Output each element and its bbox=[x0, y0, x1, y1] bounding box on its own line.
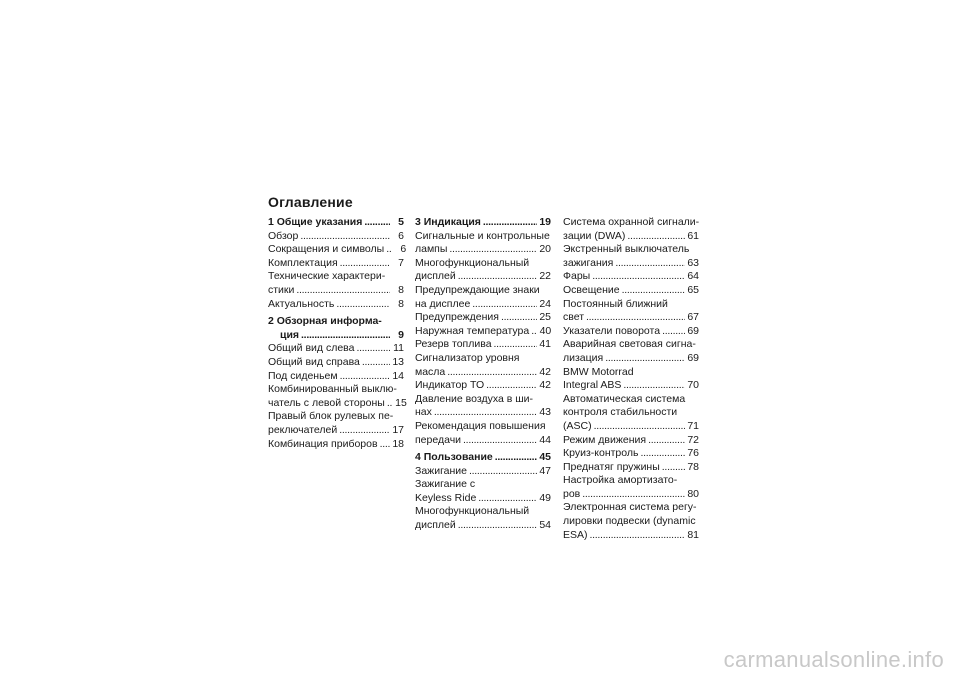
toc-entry-row bbox=[415, 325, 551, 339]
toc-page-number: 13 bbox=[392, 355, 404, 368]
toc-page-number: 17 bbox=[392, 423, 404, 436]
toc-entry[interactable] bbox=[563, 243, 699, 270]
watermark: carmanualsonline.info bbox=[723, 647, 944, 672]
dot-leader bbox=[582, 488, 685, 502]
dot-leader bbox=[648, 434, 685, 448]
toc-page-number: 18 bbox=[392, 437, 404, 450]
toc-entry-row bbox=[415, 379, 551, 393]
toc-page-number: 61 bbox=[687, 229, 699, 242]
toc-page-number: 6 bbox=[398, 229, 404, 242]
toc-page-number: 15 bbox=[395, 396, 407, 409]
toc-entry-line: BMW Motorrad bbox=[563, 365, 634, 378]
dot-leader bbox=[640, 447, 685, 461]
dot-leader bbox=[662, 461, 685, 475]
toc-entry[interactable] bbox=[415, 325, 551, 339]
toc-entry[interactable] bbox=[268, 370, 404, 384]
toc-entry-title: реключателей bbox=[268, 423, 338, 436]
dot-leader bbox=[483, 216, 537, 230]
toc-entry[interactable] bbox=[268, 230, 404, 244]
toc-page-number: 19 bbox=[539, 216, 551, 228]
toc-entry-row bbox=[563, 257, 699, 271]
toc-chapter[interactable] bbox=[268, 315, 404, 342]
toc-entry-line: Комбинированный выклю- bbox=[268, 383, 397, 396]
toc-entry-line: Давление воздуха в ши- bbox=[415, 392, 533, 405]
dot-leader bbox=[296, 284, 390, 298]
toc-entry[interactable] bbox=[415, 505, 551, 532]
toc-entry-title: дисплей bbox=[415, 519, 456, 532]
toc-page-number: 54 bbox=[539, 519, 551, 532]
toc-page-number: 24 bbox=[539, 297, 551, 310]
toc-entry[interactable] bbox=[563, 216, 699, 243]
toc-page-number: 8 bbox=[398, 297, 404, 310]
toc-entry-row bbox=[415, 298, 551, 312]
toc-entry-row bbox=[563, 230, 699, 244]
toc-entry-line: Многофункциональный bbox=[415, 505, 530, 518]
dot-leader bbox=[478, 492, 537, 506]
toc-entry[interactable] bbox=[563, 298, 699, 325]
dot-leader bbox=[387, 397, 393, 411]
toc-entry-title: Зажигание bbox=[415, 464, 468, 477]
toc-entry-row bbox=[563, 270, 699, 284]
toc-entry-title: Обзор bbox=[268, 229, 299, 242]
toc-page-number: 22 bbox=[539, 270, 551, 283]
toc-entry-line: Сигнальные и контрольные bbox=[415, 229, 550, 242]
dot-leader bbox=[627, 230, 685, 244]
toc-entry-title: Комплектация bbox=[268, 256, 338, 269]
toc-entry-row bbox=[563, 325, 699, 339]
toc-entry[interactable] bbox=[563, 325, 699, 339]
toc-chapter[interactable] bbox=[415, 451, 551, 465]
toc-entry-title: ция bbox=[280, 328, 300, 341]
toc-entry[interactable] bbox=[415, 352, 551, 379]
toc-chapter[interactable] bbox=[268, 216, 404, 230]
toc-entry-row bbox=[268, 438, 404, 452]
toc-entry[interactable] bbox=[415, 393, 551, 420]
toc-entry-title: Актуальность bbox=[268, 297, 335, 310]
dot-leader bbox=[300, 230, 390, 244]
toc-entry-row bbox=[268, 257, 404, 271]
toc-entry[interactable] bbox=[268, 342, 404, 356]
toc-entry[interactable] bbox=[268, 270, 404, 297]
toc-entry-title: Фары bbox=[563, 270, 591, 283]
toc-page-number: 81 bbox=[687, 528, 699, 541]
toc-page-number: 70 bbox=[687, 379, 699, 392]
dot-leader bbox=[469, 465, 537, 479]
dot-leader bbox=[463, 434, 537, 448]
toc-entry-title: Освещение bbox=[563, 283, 620, 296]
toc-entry[interactable] bbox=[415, 420, 551, 447]
toc-entry-title: Наружная температура bbox=[415, 324, 530, 337]
toc-entry-title: передачи bbox=[415, 433, 462, 446]
toc-chapter[interactable] bbox=[415, 216, 551, 230]
toc-entry-title: Указатели поворота bbox=[563, 324, 661, 337]
toc-entry-row bbox=[563, 420, 699, 434]
toc-entry-line: Правый блок рулевых пе- bbox=[268, 410, 394, 423]
dot-leader bbox=[590, 529, 685, 543]
toc-page-number: 64 bbox=[687, 270, 699, 283]
toc-entry-row bbox=[268, 342, 404, 356]
dot-leader bbox=[458, 519, 537, 533]
toc-entry-line: Зажигание с bbox=[415, 478, 476, 491]
dot-leader bbox=[447, 366, 537, 380]
toc-entry-row bbox=[415, 451, 551, 465]
toc-entry-row bbox=[268, 243, 407, 257]
toc-entry-line: Рекомендация повышения bbox=[415, 419, 546, 432]
toc-entry-title: 1 Общие указания bbox=[268, 216, 363, 228]
toc-entry[interactable] bbox=[268, 243, 407, 257]
toc-page-number: 45 bbox=[539, 451, 551, 464]
dot-leader bbox=[501, 311, 537, 325]
toc-entry[interactable] bbox=[415, 338, 551, 352]
toc-entry-row bbox=[268, 216, 404, 230]
toc-entry-row bbox=[563, 352, 699, 366]
toc-entry[interactable] bbox=[415, 230, 551, 257]
toc-entry-title: свет bbox=[563, 311, 585, 324]
toc-page-number: 67 bbox=[687, 311, 699, 324]
dot-leader bbox=[340, 257, 390, 271]
toc-entry-title: Режим движения bbox=[563, 433, 647, 446]
dot-leader bbox=[615, 257, 685, 271]
toc-column-3 bbox=[563, 216, 699, 542]
toc-entry-line: Технические характери- bbox=[268, 270, 386, 283]
toc-entry-title: лампы bbox=[415, 243, 448, 256]
toc-entry-title: ESA) bbox=[563, 528, 588, 541]
dot-leader bbox=[380, 438, 390, 452]
toc-entry-line: Автоматическая система bbox=[563, 392, 686, 405]
toc-entry-line: Электронная система регу- bbox=[563, 501, 697, 514]
toc-entry-title: ров bbox=[563, 487, 581, 500]
toc-entry[interactable] bbox=[563, 474, 699, 501]
dot-leader bbox=[586, 311, 685, 325]
toc-column-1 bbox=[268, 216, 407, 451]
toc-entry[interactable] bbox=[563, 501, 699, 542]
dot-leader bbox=[531, 325, 537, 339]
dot-leader bbox=[594, 420, 685, 434]
toc-entry-title: дисплей bbox=[415, 270, 456, 283]
dot-leader bbox=[356, 342, 390, 356]
toc-entry-row bbox=[563, 284, 699, 298]
toc-entry-row bbox=[268, 396, 407, 411]
toc-page-number: 78 bbox=[687, 460, 699, 473]
toc-entry-row bbox=[415, 311, 551, 325]
toc-page-number: 43 bbox=[539, 406, 551, 419]
toc-entry-row bbox=[415, 434, 551, 448]
toc-page-number: 42 bbox=[539, 379, 551, 392]
toc-entry-row bbox=[268, 424, 404, 438]
toc-entry-title: Комбинация приборов bbox=[268, 437, 378, 450]
toc-page-number: 5 bbox=[398, 216, 404, 228]
toc-entry[interactable] bbox=[563, 447, 699, 461]
toc-entry-row bbox=[268, 230, 404, 244]
toc-entry-line: Экстренный выключатель bbox=[563, 243, 690, 256]
toc-entry[interactable] bbox=[415, 465, 551, 479]
toc-entry-title: Резерв топлива bbox=[415, 338, 492, 351]
toc-page-number: 7 bbox=[398, 256, 404, 269]
toc-entry[interactable] bbox=[563, 366, 699, 393]
toc-entry-title: Сокращения и символы bbox=[268, 243, 385, 256]
dot-leader bbox=[458, 270, 537, 284]
dot-leader bbox=[472, 298, 537, 312]
toc-entry[interactable] bbox=[563, 434, 699, 448]
toc-entry-title: на дисплее bbox=[415, 297, 471, 310]
toc-entry-title: 4 Пользование bbox=[415, 451, 493, 464]
dot-leader bbox=[434, 406, 537, 420]
toc-entry[interactable] bbox=[268, 383, 407, 410]
toc-entry-title: зации (DWA) bbox=[563, 229, 626, 242]
toc-entry-title: Общий вид слева bbox=[268, 342, 355, 355]
toc-entry-line: Сигнализатор уровня bbox=[415, 351, 520, 364]
toc-entry-row bbox=[563, 461, 699, 475]
toc-page-number: 49 bbox=[539, 491, 551, 504]
toc-entry-line: Предупреждающие знаки bbox=[415, 283, 540, 296]
toc-entry-row bbox=[563, 447, 699, 461]
toc-entry[interactable] bbox=[415, 478, 551, 505]
toc-entry-line: Постоянный ближний bbox=[563, 297, 668, 310]
toc-entry-line: контроля стабильности bbox=[563, 406, 678, 419]
toc-entry-row bbox=[563, 379, 699, 393]
toc-entry-line: Многофункциональный bbox=[415, 256, 530, 269]
toc-entry-line: Аварийная световая сигна- bbox=[563, 338, 696, 351]
dot-leader bbox=[605, 352, 685, 366]
toc-entry[interactable] bbox=[268, 410, 404, 437]
toc-entry[interactable] bbox=[563, 461, 699, 475]
dot-leader bbox=[336, 298, 390, 312]
toc-entry-title: нах bbox=[415, 406, 432, 419]
toc-entry[interactable] bbox=[415, 379, 551, 393]
toc-page-number: 6 bbox=[400, 243, 407, 256]
toc-entry[interactable] bbox=[563, 393, 699, 434]
toc-page-number: 71 bbox=[687, 419, 699, 432]
toc-page-number: 20 bbox=[539, 243, 551, 256]
toc-entry[interactable] bbox=[415, 284, 551, 311]
toc-entry-title: стики bbox=[268, 283, 295, 296]
toc-entry-title: Преднатяг пружины bbox=[563, 460, 660, 473]
toc-entry-title: (ASC) bbox=[563, 419, 592, 432]
dot-leader bbox=[495, 451, 537, 465]
dot-leader bbox=[592, 270, 685, 284]
toc-entry-row bbox=[415, 406, 551, 420]
toc-page-number: 41 bbox=[539, 338, 551, 351]
toc-entry[interactable] bbox=[268, 298, 404, 312]
toc-entry-row bbox=[415, 519, 551, 533]
toc-page-number: 80 bbox=[687, 487, 699, 500]
toc-entry-row bbox=[563, 488, 699, 502]
toc-entry-title: Общий вид справа bbox=[268, 355, 360, 368]
toc-entry-row bbox=[415, 243, 551, 257]
dot-leader bbox=[622, 284, 685, 298]
toc-entry-line: лировки подвески (dynamic bbox=[563, 515, 696, 528]
toc-entry-title: чатель с левой стороны bbox=[268, 396, 385, 409]
toc-entry-row bbox=[563, 434, 699, 448]
toc-entry-title: Индикатор ТО bbox=[415, 379, 485, 392]
toc-entry-title: Под сиденьем bbox=[268, 369, 338, 382]
dot-leader bbox=[623, 379, 685, 393]
dot-leader bbox=[339, 424, 390, 438]
toc-entry[interactable] bbox=[268, 257, 404, 271]
toc-page-number: 11 bbox=[393, 342, 404, 355]
toc-entry-row bbox=[415, 338, 551, 352]
toc-entry[interactable] bbox=[415, 257, 551, 284]
toc-page-number: 47 bbox=[539, 464, 551, 477]
toc-entry-title: лизация bbox=[563, 351, 604, 364]
toc-page-number: 69 bbox=[687, 324, 699, 337]
toc-entry-title: 3 Индикация bbox=[415, 216, 481, 228]
toc-entry-line: 2 Обзорная информа- bbox=[268, 315, 382, 328]
toc-entry-title: Предупреждения bbox=[415, 311, 499, 324]
toc-entry-row bbox=[415, 465, 551, 479]
toc-page-number: 44 bbox=[539, 433, 551, 446]
dot-leader bbox=[662, 325, 685, 339]
toc-page-number: 72 bbox=[687, 433, 699, 446]
toc-entry-row bbox=[268, 370, 404, 384]
toc-page-number: 8 bbox=[398, 283, 404, 296]
toc-entry-row bbox=[415, 270, 551, 284]
toc-entry-row bbox=[415, 366, 551, 380]
toc-entry-row bbox=[415, 492, 551, 506]
toc-entry[interactable] bbox=[563, 284, 699, 298]
toc-entry-title: зажигания bbox=[563, 256, 614, 269]
dot-leader bbox=[449, 243, 537, 257]
toc-entry[interactable] bbox=[563, 270, 699, 284]
toc-entry-row bbox=[563, 529, 699, 543]
toc-entry-title: масла bbox=[415, 365, 446, 378]
dot-leader bbox=[364, 216, 390, 230]
toc-page-number: 14 bbox=[392, 369, 404, 382]
toc-entry[interactable] bbox=[563, 338, 699, 365]
toc-entry-title: Keyless Ride bbox=[415, 491, 477, 504]
toc-entry-row bbox=[268, 329, 404, 343]
toc-entry-row bbox=[268, 356, 404, 370]
toc-entry-row bbox=[563, 311, 699, 325]
dot-leader bbox=[486, 379, 537, 393]
toc-page-number: 63 bbox=[687, 256, 699, 269]
toc-page-number: 9 bbox=[398, 328, 404, 341]
toc-entry-title: Integral ABS bbox=[563, 379, 622, 392]
toc-page-number: 76 bbox=[687, 447, 699, 460]
dot-leader bbox=[494, 338, 537, 352]
toc-page-number: 69 bbox=[687, 351, 699, 364]
toc-entry[interactable] bbox=[268, 356, 404, 370]
toc-entry-row bbox=[268, 284, 404, 298]
dot-leader bbox=[340, 370, 390, 384]
toc-entry[interactable] bbox=[268, 438, 404, 452]
dot-leader bbox=[301, 329, 390, 343]
toc-entry-line: Настройка амортизато- bbox=[563, 474, 678, 487]
toc-page-number: 40 bbox=[539, 324, 552, 337]
toc-entry-line: Система охранной сигнали- bbox=[563, 216, 700, 228]
toc-page-number: 65 bbox=[687, 283, 699, 296]
dot-leader bbox=[362, 356, 390, 370]
toc-entry-row bbox=[415, 216, 551, 230]
dot-leader bbox=[386, 243, 392, 257]
toc-page-number: 25 bbox=[539, 311, 551, 324]
toc-entry[interactable] bbox=[415, 311, 551, 325]
toc-entry-title: Круиз-контроль bbox=[563, 447, 639, 460]
toc-page-number: 42 bbox=[539, 365, 551, 378]
page-title: Оглавление bbox=[268, 194, 353, 210]
toc-column-2 bbox=[415, 216, 551, 533]
toc-entry-row bbox=[268, 298, 404, 312]
